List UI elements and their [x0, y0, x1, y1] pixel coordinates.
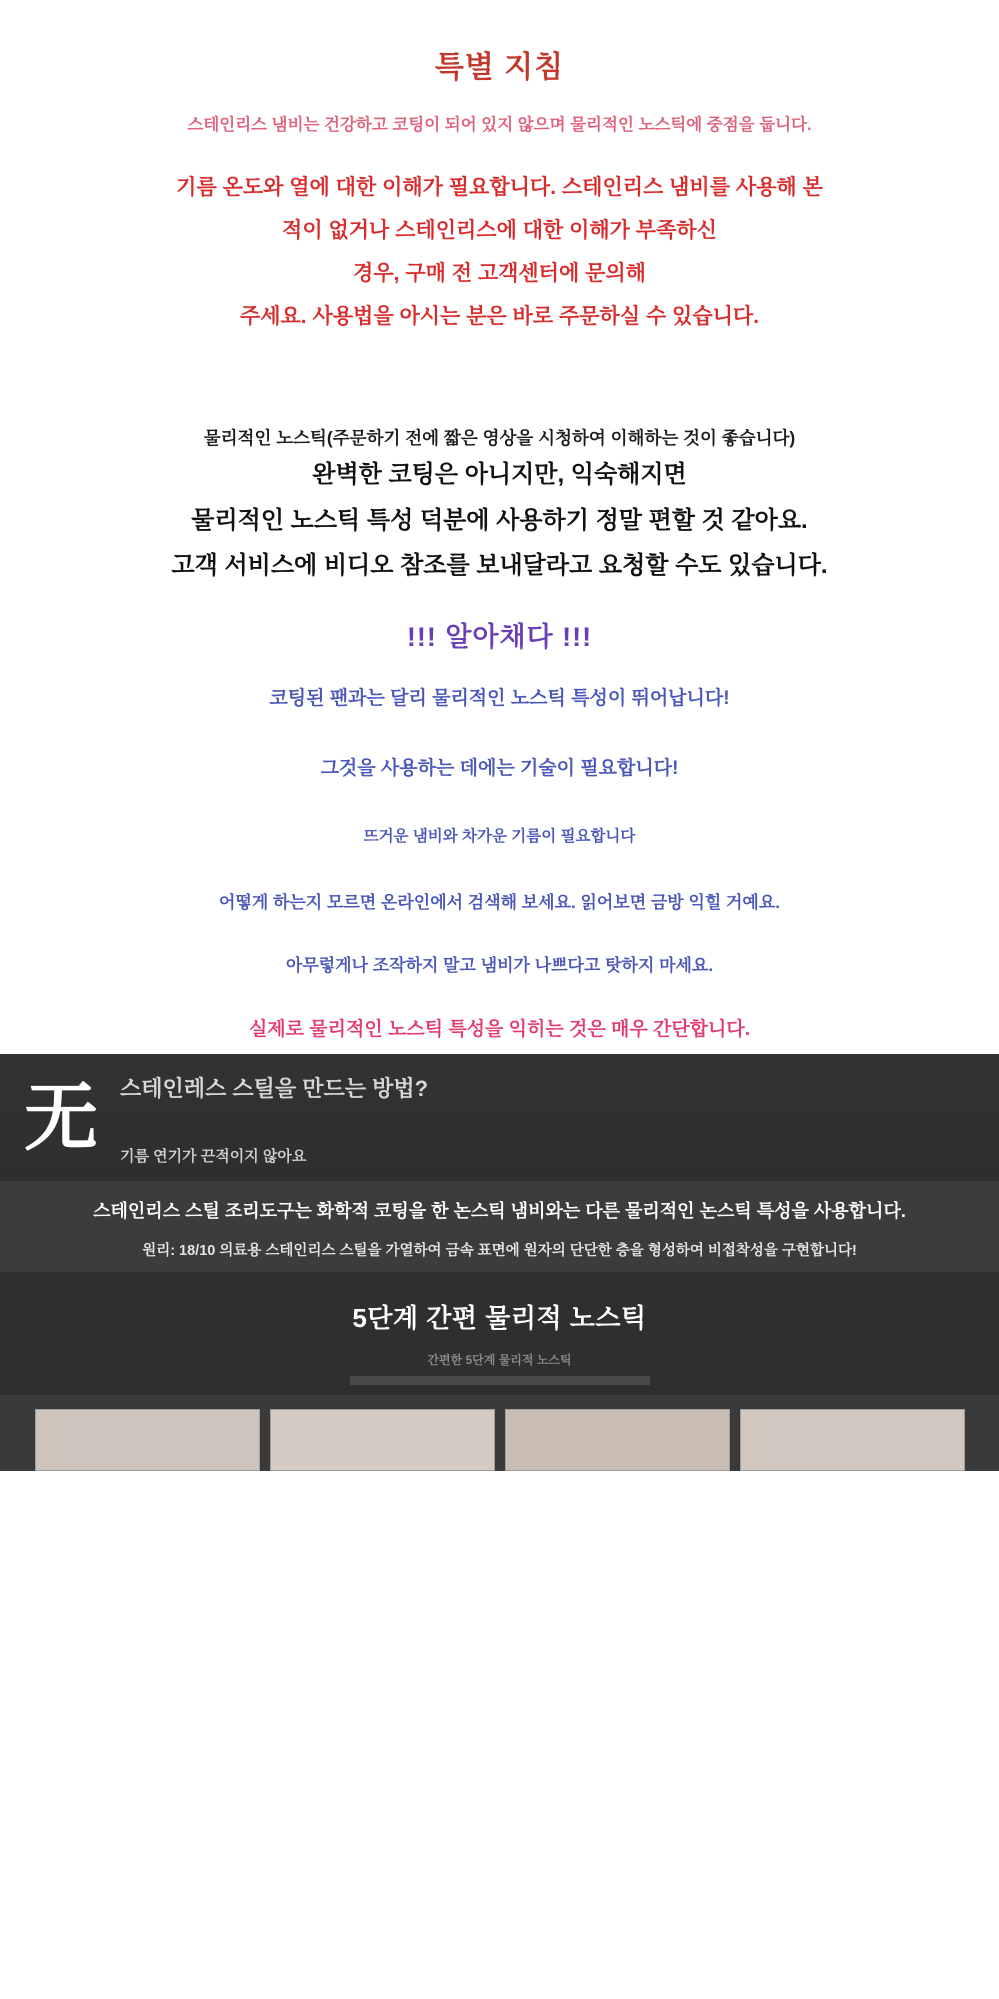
black-line-2: 물리적인 노스틱 특성 덕분에 사용하기 정말 편할 것 같아요. — [191, 506, 808, 534]
black-line-1: 완벽한 코팅은 아니지만, 익숙해지면 — [312, 460, 687, 488]
steps-banner-title: 5단계 간편 물리적 노스틱 — [352, 1303, 647, 1334]
blue-note-small: 뜨거운 냄비와 차가운 기름이 필요합니다 — [363, 827, 636, 845]
blue-note-2: 그것을 사용하는 데에는 기술이 필요합니다! — [320, 758, 679, 780]
video-hero[interactable] — [0, 1054, 999, 1181]
steps-banner-subtitle: 간편한 5단계 물리적 노스틱 — [427, 1353, 572, 1368]
hero-title: 스테인레스 스틸을 만드는 방법? — [120, 1076, 429, 1102]
video-advice-text: 물리적인 노스틱(주문하기 전에 짧은 영상을 시청하여 이해하는 것이 좋습니다) — [203, 427, 796, 448]
step-thumbnail[interactable] — [740, 1409, 965, 1471]
hero-text-block — [120, 1054, 428, 1166]
red-line-2: 적이 없거나 스테인리스에 대한 이해가 부족하신 — [282, 218, 717, 242]
principle-bar — [0, 1181, 999, 1272]
red-line-1: 기름 온도와 열에 대한 이해가 필요합니다. 스테인리스 냄비를 사용해 본 — [176, 175, 823, 199]
principle-line-2: 원리: 18/10 의료용 스테인리스 스틸을 가열하여 금속 표면에 원자의 단단한 층을 형성하여 비접착성을 구현합니다! — [142, 1243, 857, 1260]
pink-closing-note: 실제로 물리적인 노스틱 특성을 익히는 것은 매우 간단합니다. — [248, 1018, 751, 1040]
step-thumbnail-row — [0, 1395, 999, 1471]
notice-heading: !!! 알아채다 !!! — [406, 621, 593, 652]
step-thumbnail[interactable] — [35, 1409, 260, 1471]
nonstick-description-block — [0, 452, 999, 589]
page-title: 특별 지침 — [434, 51, 565, 84]
blue-note-4: 아무렇게나 조작하지 말고 냄비가 나쁘다고 탓하지 마세요. — [285, 956, 714, 976]
decorative-divider — [350, 1376, 650, 1385]
principle-line-1: 스테인리스 스틸 조리도구는 화학적 코팅을 한 논스틱 냄비와는 다른 물리적인 논스틱 특성을 사용합니다. — [93, 1201, 906, 1222]
red-line-3: 경우, 구매 전 고객센터에 문의해 — [353, 261, 646, 285]
steps-banner — [0, 1272, 999, 1395]
blue-note-3: 어떻게 하는지 모르면 온라인에서 검색해 보세요. 읽어보면 금방 익힐 거예요. — [218, 893, 781, 913]
brand-logo-icon: 无 — [24, 1074, 96, 1161]
black-line-3: 고객 서비스에 비디오 참조를 보내달라고 요청할 수도 있습니다. — [171, 552, 828, 580]
red-warning-block — [0, 166, 999, 338]
hero-subtitle: 기름 연기가 끈적이지 않아요 — [120, 1148, 307, 1166]
step-thumbnail[interactable] — [505, 1409, 730, 1471]
blue-note-1: 코팅된 팬과는 달리 물리적인 노스틱 특성이 뛰어납니다! — [269, 687, 730, 709]
step-thumbnail[interactable] — [270, 1409, 495, 1471]
spacer-large — [0, 338, 999, 424]
subtitle-note: 스테인리스 냄비는 건강하고 코팅이 되어 있지 않으며 물리적인 노스틱에 중점을 둡니다. — [187, 116, 812, 134]
dark-video-section — [0, 1054, 999, 1471]
red-line-4: 주세요. 사용법을 아시는 분은 바로 주문하실 수 있습니다. — [239, 304, 760, 328]
